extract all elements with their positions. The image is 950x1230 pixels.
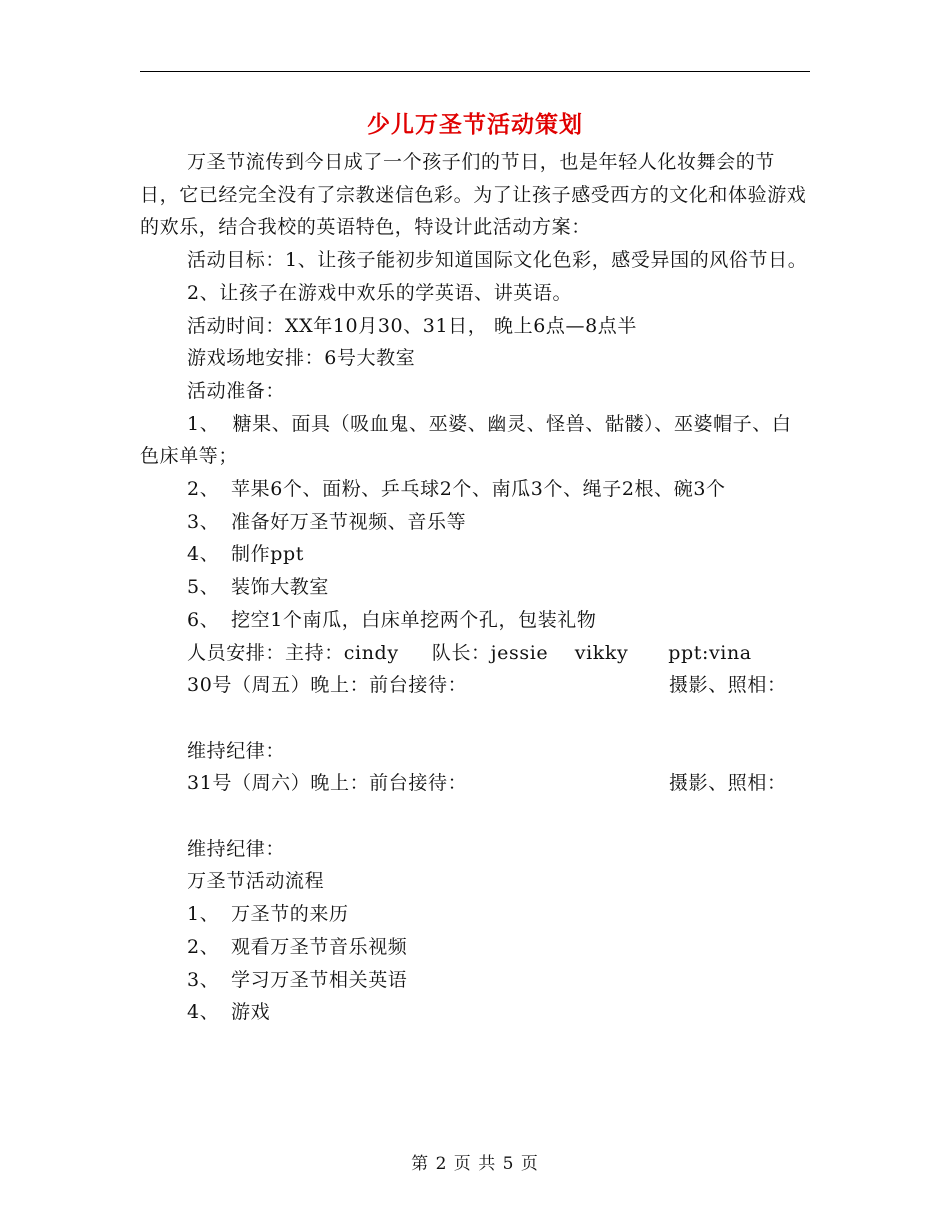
- prep-item-text: 糖果、面具（吸血鬼、巫婆、幽灵、怪兽、骷髅）、巫婆帽子、白色床单等；: [140, 412, 792, 468]
- prep-item: [140, 473, 808, 506]
- day30-reception: 30号（周五）晚上：前台接待：: [187, 674, 468, 697]
- prep-item-text: 准备好万圣节视频、音乐等: [231, 510, 467, 533]
- prep-item-text: 制作ppt: [231, 543, 304, 566]
- prep-item-number: 6、: [187, 608, 220, 631]
- flow-item: [140, 898, 808, 931]
- flow-item-text: 万圣节的来历: [231, 903, 349, 926]
- prep-item: [140, 571, 808, 604]
- prep-item-number: 2、: [187, 478, 220, 501]
- staff-captain: 队长：jessie: [431, 641, 549, 664]
- document-body: [140, 146, 808, 1029]
- flow-item-text: 游戏: [231, 1001, 271, 1024]
- goal-1: 活动目标：1、让孩子能初步知道国际文化色彩，感受异国的风俗节日。: [187, 249, 808, 272]
- flow-item: [140, 931, 808, 964]
- flow-item-text: 学习万圣节相关英语: [231, 968, 408, 991]
- day30-discipline: 维持纪律：: [187, 739, 286, 762]
- flow-heading: 万圣节活动流程: [187, 870, 325, 893]
- day31-discipline: 维持纪律：: [187, 837, 286, 860]
- flow-item-number: 2、: [187, 935, 220, 958]
- prep-item: [140, 408, 808, 473]
- flow-item-number: 1、: [187, 903, 220, 926]
- staff-line: [140, 637, 808, 670]
- venue: 游戏场地安排：6号大教室: [187, 347, 416, 370]
- prep-item-number: 1、: [187, 412, 220, 435]
- flow-item-text: 观看万圣节音乐视频: [231, 935, 408, 958]
- goal-2: 2、让孩子在游戏中欢乐的学英语、讲英语。: [187, 281, 573, 304]
- header-rule: [140, 71, 810, 72]
- day31-line: [140, 767, 808, 800]
- flow-item-number: 3、: [187, 968, 220, 991]
- prep-heading: 活动准备：: [187, 379, 286, 402]
- blank-line: [140, 702, 808, 735]
- prep-item-text: 挖空1个南瓜，白床单挖两个孔，包装礼物: [231, 608, 597, 631]
- page-number: 第 2 页 共 5 页: [411, 1154, 539, 1174]
- day30-photo: 摄影、照相：: [669, 674, 787, 697]
- day31-photo: 摄影、照相：: [669, 772, 787, 795]
- prep-item-number: 3、: [187, 510, 220, 533]
- prep-item: [140, 538, 808, 571]
- prep-item-text: 苹果6个、面粉、乒乓球2个、南瓜3个、绳子2根、碗3个: [231, 478, 726, 501]
- activity-time: 活动时间：XX年10月30、31日， 晚上6点—8点半: [187, 314, 637, 337]
- day31-reception: 31号（周六）晚上：前台接待：: [187, 772, 468, 795]
- prep-item: [140, 506, 808, 539]
- blank-line: [140, 800, 808, 833]
- prep-item-text: 装饰大教室: [231, 576, 330, 599]
- staff-ppt: ppt:vina: [668, 641, 752, 664]
- prep-item-number: 4、: [187, 543, 220, 566]
- staff-member: vikky: [574, 641, 629, 664]
- flow-item-number: 4、: [187, 1001, 220, 1024]
- flow-item: [140, 964, 808, 997]
- intro-paragraph: 万圣节流传到今日成了一个孩子们的节日，也是年轻人化妆舞会的节日，它已经完全没有了宗教迷信色彩。为了让孩子感受西方的文化和体验游戏的欢乐，结合我校的英语特色，特设计此活动方案：: [140, 151, 807, 239]
- flow-item: [140, 996, 808, 1029]
- document-title: 少儿万圣节活动策划: [367, 111, 583, 138]
- prep-item-number: 5、: [187, 576, 220, 599]
- staff-host: 人员安排：主持：cindy: [187, 641, 399, 664]
- prep-item: [140, 604, 808, 637]
- day30-line: [140, 669, 808, 702]
